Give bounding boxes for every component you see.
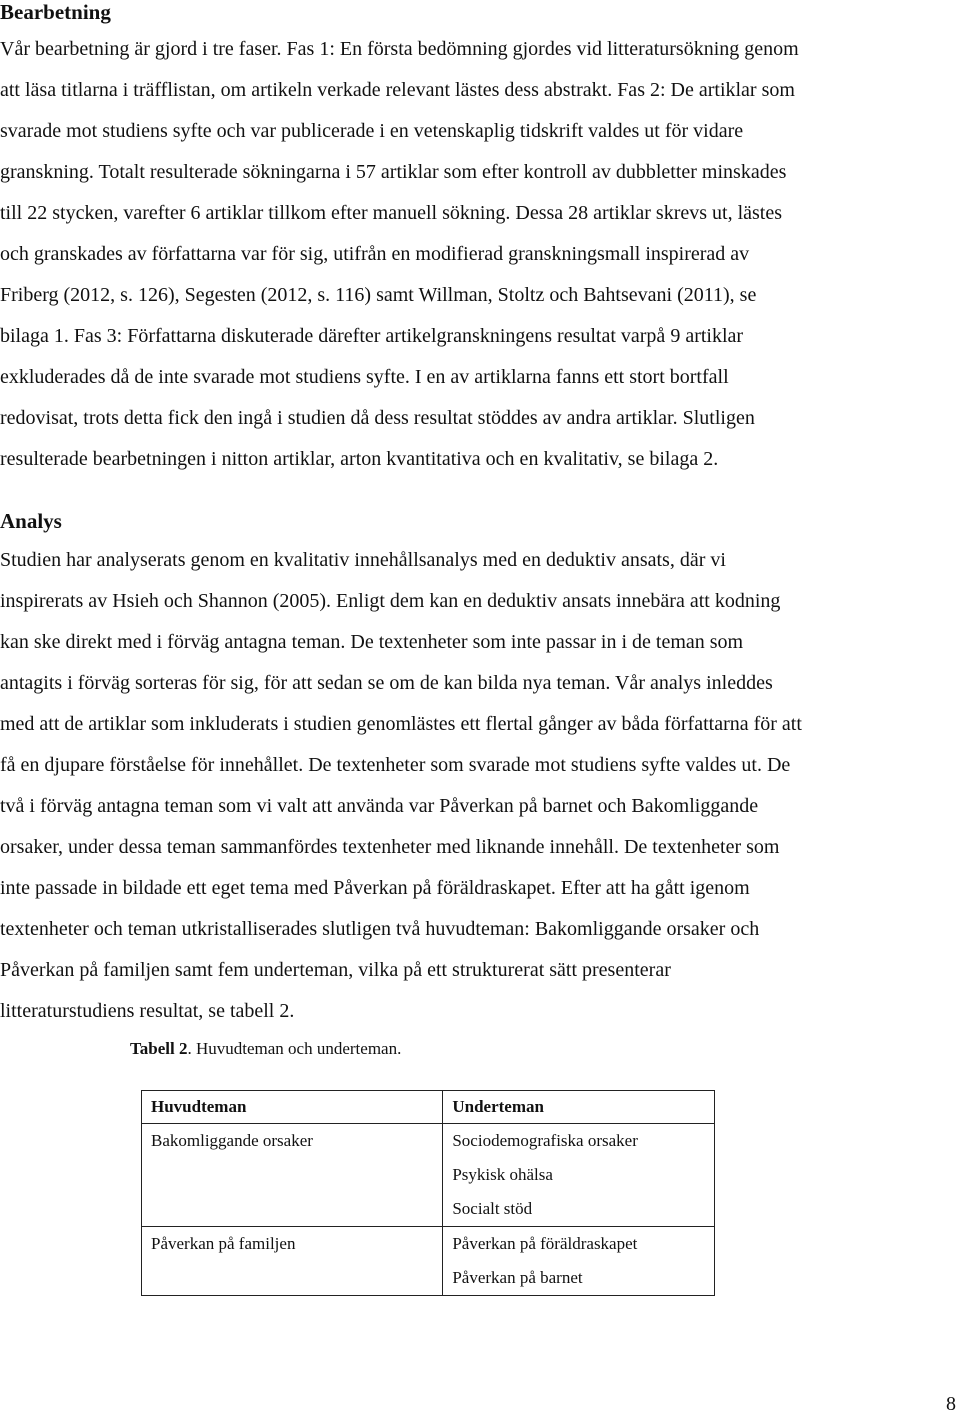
sub-theme-label: Psykisk ohälsa: [452, 1165, 553, 1184]
table-header-cell: Huvudteman: [142, 1091, 443, 1124]
text-line: redovisat, trots detta fick den ingå i studien då dess resultat stöddes av andra artiklar. Slutligen: [0, 407, 755, 429]
table-cell-main-theme: [142, 1227, 443, 1296]
text-line: inspirerats av Hsieh och Shannon (2005). Enligt dem kan en deduktiv ansats innebära att kodning: [0, 590, 781, 612]
sub-theme-label: Socialt stöd: [452, 1199, 533, 1218]
table-cell-sub-themes: [443, 1227, 715, 1296]
text-line: inte passade in bildade ett eget tema med Påverkan på föräldraskapet. Efter att ha gått igenom: [0, 877, 750, 899]
text-line: två i förväg antagna teman som vi valt att använda var Påverkan på barnet och Bakomliggande: [0, 795, 759, 817]
text-line: svarade mot studiens syfte och var publicerade i en vetenskaplig tidskrift valdes ut för vidare: [0, 120, 744, 142]
text-line: Studien har analyserats genom en kvalitativ innehållsanalys med en deduktiv ansats, där vi: [0, 549, 726, 571]
text-line: granskning. Totalt resulterade sökningarna i 57 artiklar som efter kontroll av dubbletter minskades: [0, 161, 787, 183]
table-header-row: [142, 1091, 715, 1124]
table-caption-text: . Huvudteman och underteman.: [187, 1039, 402, 1058]
text-line: antagits i förväg sorteras för sig, för att sedan se om de kan bilda nya teman. Vår analys inleddes: [0, 672, 773, 694]
text-line: litteraturstudiens resultat, se tabell 2.: [0, 1000, 295, 1022]
table-row: [142, 1227, 715, 1296]
table-cell-main-theme: [142, 1124, 443, 1227]
text-line: exkluderades då de inte svarade mot studiens syfte. I en av artiklarna fanns ett stort bortfall: [0, 366, 729, 388]
section-heading-analys: Analys: [0, 509, 62, 533]
table-row: [142, 1124, 715, 1227]
text-line: med att de artiklar som inkluderats i studien genomlästes ett flertal gånger av båda författarna för att: [0, 713, 802, 735]
paragraph-bearbetning: [0, 29, 955, 480]
table-cell-sub-themes: [443, 1124, 715, 1227]
sub-theme-label: Sociodemografiska orsaker: [452, 1131, 638, 1150]
page-number: 8: [946, 1393, 956, 1415]
text-line: till 22 stycken, varefter 6 artiklar tillkom efter manuell sökning. Dessa 28 artiklar skrevs ut, lästes: [0, 202, 783, 224]
text-line: bilaga 1. Fas 3: Författarna diskuterade därefter artikelgranskningens resultat varpå 9 artiklar: [0, 325, 744, 347]
text-line: få en djupare förståelse för innehållet. De textenheter som svarade mot studiens syfte valdes ut. De: [0, 754, 791, 776]
table-caption: [130, 1038, 401, 1060]
paragraph-analys: [0, 540, 955, 1032]
section-heading-bearbetning: Bearbetning: [0, 0, 111, 24]
sub-theme-label: Påverkan på föräldraskapet: [452, 1234, 638, 1253]
table-header-cell: Underteman: [443, 1091, 715, 1124]
main-theme-label: Påverkan på familjen: [151, 1234, 296, 1253]
main-theme-label: Bakomliggande orsaker: [151, 1131, 313, 1150]
text-line: och granskades av författarna var för sig, utifrån en modifierad granskningsmall inspirerad av: [0, 243, 750, 265]
text-line: Vår bearbetning är gjord i tre faser. Fas 1: En första bedömning gjordes vid litteratursökning genom: [0, 38, 799, 60]
text-line: Friberg (2012, s. 126), Segesten (2012, s. 116) samt Willman, Stoltz och Bahtsevani (2011), se: [0, 284, 757, 306]
table-caption-label: Tabell 2: [130, 1039, 188, 1058]
text-line: textenheter och teman utkristalliserades slutligen två huvudteman: Bakomliggande orsaker och: [0, 918, 760, 940]
text-line: kan ske direkt med i förväg antagna teman. De textenheter som inte passar in i de teman som: [0, 631, 744, 653]
text-line: orsaker, under dessa teman sammanfördes textenheter med liknande innehåll. De textenheter som: [0, 836, 780, 858]
text-line: Påverkan på familjen samt fem underteman, vilka på ett strukturerat sätt presenterar: [0, 959, 671, 981]
text-line: resulterade bearbetningen i nitton artiklar, arton kvantitativa och en kvalitativ, se bilaga 2.: [0, 448, 719, 470]
text-line: att läsa titlarna i träfflistan, om artikeln verkade relevant lästes dess abstrakt. Fas 2: De artiklar som: [0, 79, 795, 101]
themes-table: [141, 1090, 715, 1296]
sub-theme-label: Påverkan på barnet: [452, 1268, 583, 1287]
